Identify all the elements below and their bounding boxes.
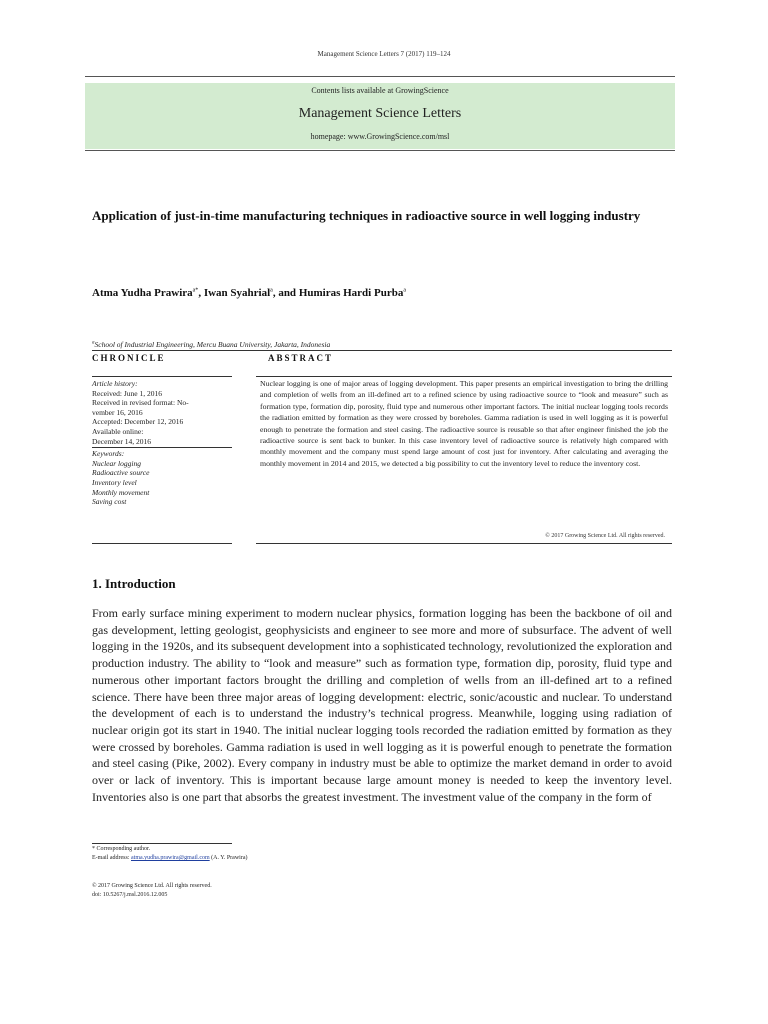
history-line: Accepted: December 12, 2016 bbox=[92, 417, 184, 427]
email-label: E-mail address: bbox=[92, 855, 130, 861]
history-line: December 14, 2016 bbox=[92, 436, 151, 446]
paper-title: Application of just-in-time manufacturing techniques in radioactive source in well logging industry bbox=[92, 208, 641, 223]
keyword: Saving cost bbox=[92, 497, 127, 507]
keywords-label: Keywords: bbox=[92, 449, 125, 459]
keyword: Radioactive source bbox=[92, 468, 150, 478]
keyword: Inventory level bbox=[92, 477, 137, 487]
abstract-rule bbox=[256, 376, 672, 377]
contents-line: Contents lists available at GrowingScience bbox=[311, 86, 449, 95]
author-name: Humiras Hardi Purba bbox=[298, 287, 404, 299]
footer-copyright: © 2017 Growing Science Ltd. All rights reserved. bbox=[92, 883, 212, 889]
abstract-heading: ABSTRACT bbox=[268, 353, 334, 363]
abstract-copyright: © 2017 Growing Science Ltd. All rights reserved. bbox=[545, 533, 665, 539]
banner-top-rule bbox=[85, 76, 675, 77]
author-name: Atma Yudha Prawira bbox=[92, 287, 193, 299]
keywords-rule bbox=[92, 447, 232, 448]
author-separator: , and bbox=[272, 287, 299, 299]
email-note bbox=[92, 855, 248, 861]
email-link[interactable]: atma.yudha.prawira@gmail.com bbox=[131, 855, 210, 861]
keyword: Nuclear logging bbox=[92, 458, 141, 468]
introduction-text: From early surface mining experiment to modern nuclear physics, formation logging has been the backbone of oil and gas development, letting geologist, geophysicists and engineer to see more and more of subsurface. The advent of well logging in the 1920s, and its subsequent development into a sophisticated technology, revolutionized the exploration and production industry. The ability to “look and measure” such as formation type, formation dip, porosity, fluid type and numerous other important factors brought the drilling and completion of wells from an ill-defined art to a refined science. There have been three major areas of logging development: electric, sonic/acoustic and nuclear. To understand the development of each is to understand the industry’s technical progress. Meanwhile, logging using radiation of nuclear origin got its start in 1940. The initial nuclear logging tools recorded the radiation emitted by formation as they were crossed by boreholes. Gamma radiation is used in well logging as it is powerful enough to penetrate the formation and steel casing (Pike, 2002). Every company in industry must be able to optimize the market demand in order to avoid over or lack of inventory. This is important because large amount money is needed to keep the inventory level. Inventories also is one part that absorbs the greatest investment. The investment value of the company in the form of bbox=[92, 606, 672, 804]
chronicle-bottom-rule bbox=[92, 543, 232, 544]
introduction-heading: 1. Introduction bbox=[92, 576, 176, 591]
author-mark: a bbox=[270, 287, 273, 294]
author-separator: , bbox=[198, 287, 204, 299]
running-head: Management Science Letters 7 (2017) 119–124 bbox=[317, 50, 451, 58]
affiliation-text: School of Industrial Engineering, Mercu Buana University, Jakarta, Indonesia bbox=[94, 340, 331, 349]
history-label: Article history: bbox=[92, 379, 138, 388]
author-mark: a* bbox=[192, 287, 199, 294]
footnote-rule bbox=[92, 843, 232, 844]
history-line: Available online: bbox=[92, 426, 144, 436]
abstract-bottom-rule bbox=[256, 543, 672, 544]
author-mark: a bbox=[403, 287, 406, 294]
history-line: Received in revised format: No- bbox=[92, 398, 189, 408]
history-line: Received: June 1, 2016 bbox=[92, 388, 162, 398]
corresponding-note: * Corresponding author. bbox=[92, 846, 151, 852]
author-list bbox=[92, 287, 672, 299]
banner-bottom-rule bbox=[85, 150, 675, 151]
author-name: Iwan Syahrial bbox=[203, 287, 271, 299]
section-rule bbox=[92, 350, 672, 351]
affiliation bbox=[92, 340, 672, 349]
keyword: Monthly movement bbox=[92, 487, 150, 497]
journal-title: Management Science Letters bbox=[298, 106, 462, 121]
chronicle-rule bbox=[92, 376, 232, 377]
email-owner: (A. Y. Prawira) bbox=[211, 855, 248, 861]
history-line: vember 16, 2016 bbox=[92, 407, 143, 417]
abstract-text: Nuclear logging is one of major areas of logging development. This paper presents an empirical investigation to bring the drilling and completion of wells from an ill-defined art to a refined science by using radioactive source to “look and measure” such as formation type, formation dip, porosity, fluid type and numerous other important factors. The initial nuclear logging tools records the radiation emitted by formation as they were crossed by boreholes. Gamma radiation is used in well logging as it is powerful enough to penetrate the formation and steel casing. The radioactive source is reusable so that after engineer finished the job the radioactive source is sent back to bunker. In this case inventory level of radioactive source is relatively high compared with monthly movement and the company must spend large amount of cost just for inventory. After calculating and averaging the monthly movement in 2014 and 2015, we detected a big possibility to cut the inventory level to reduce the inventory cost. bbox=[260, 379, 668, 468]
doi: doi: 10.5267/j.msl.2016.12.005 bbox=[92, 892, 168, 898]
chronicle-heading: CHRONICLE bbox=[92, 353, 166, 363]
homepage-line: homepage: www.GrowingScience.com/msl bbox=[310, 132, 450, 141]
affiliation-mark: a bbox=[92, 340, 95, 346]
chronicle-box bbox=[92, 379, 232, 507]
